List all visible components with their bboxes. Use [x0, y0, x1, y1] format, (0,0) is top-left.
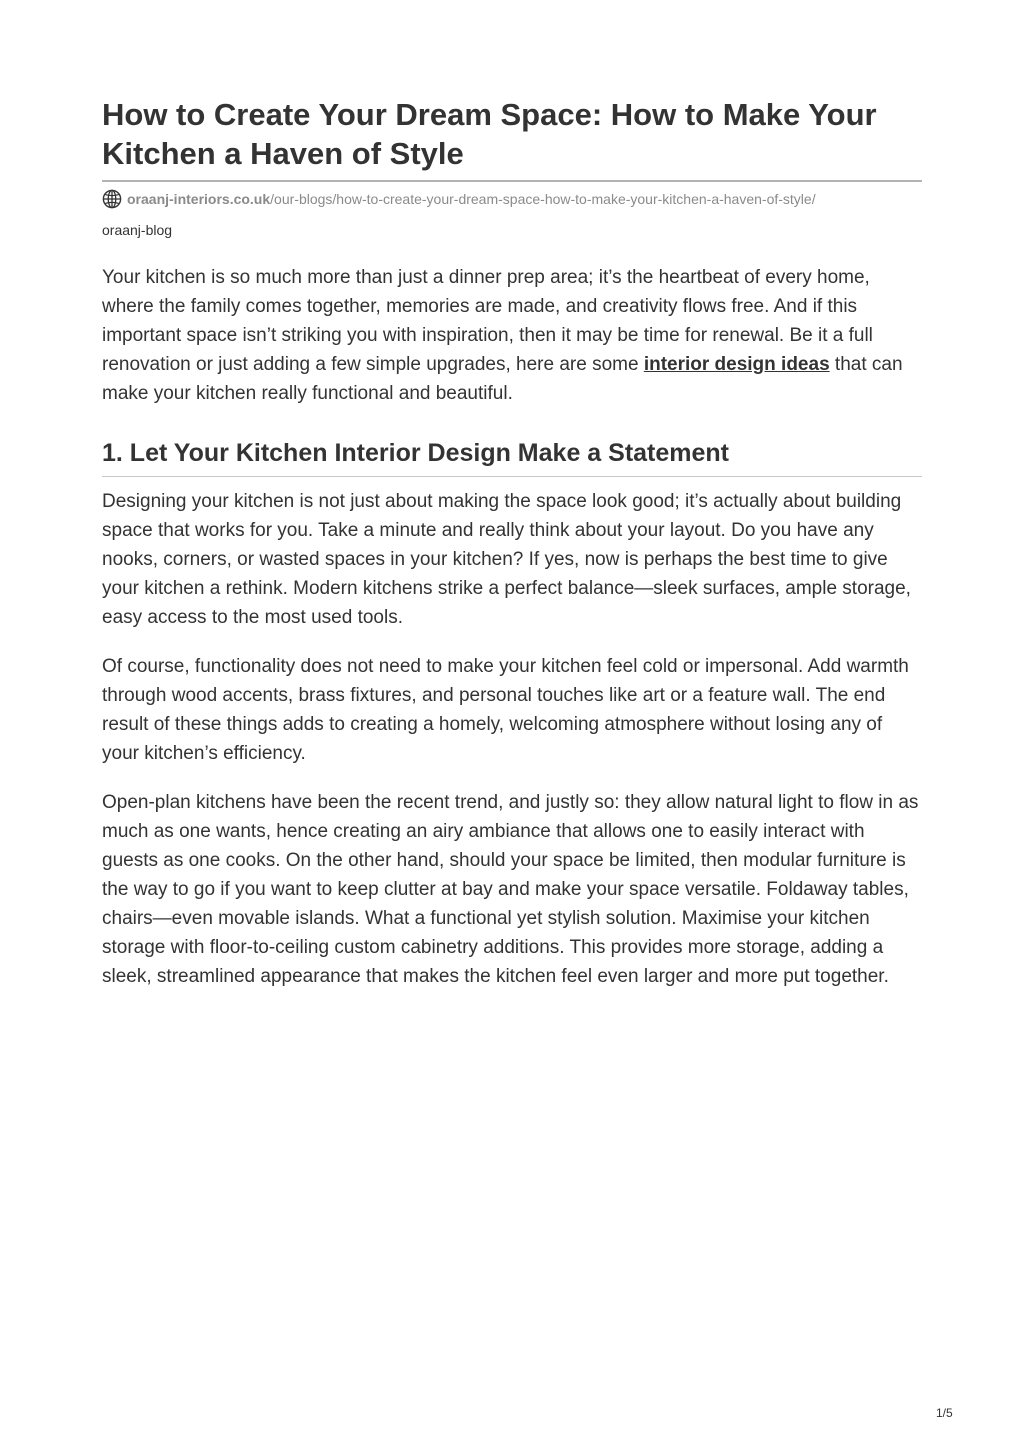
- body-paragraph: Open-plan kitchens have been the recent trend, and justly so: they allow natural light to flow in as much as one wants, hence creating an airy ambiance that allows one to easily interact with guests as one cooks. On the other hand, should your space be limited, then modular furniture is the way to go if you want to keep clutter at bay and make your space versatile. Foldaway tables, chairs—even movable islands. What a functional yet stylish solution. Maximise your kitchen storage with floor-to-ceiling custom cabinetry additions. This provides more storage, adding a sleek, streamlined appearance that makes the kitchen feel even larger and more put together.: [102, 792, 919, 987]
- body-paragraph: Designing your kitchen is not just about making the space look good; it’s actually about building space that works for you. Take a minute and really think about your layout. Do you have any nooks, corners, or wasted spaces in your kitchen? If yes, now is perhaps the best time to give your kitchen a rethink. Modern kitchens strike a perfect balance—sleek surfaces, ample storage, easy access to the most used tools.: [102, 491, 911, 628]
- intro-text-before: Your kitchen is so much more than just a dinner prep area; it’s the heartbeat of every home, where the family comes together, memories are made, and creativity flows free. And if this important space isn’t striking you with inspiration, then it may be time for renewal. Be it a full renovation or just adding a few simple upgrades, here are some: [102, 267, 873, 375]
- title-divider: [102, 180, 922, 182]
- intro-text-after: that can make your kitchen really functional and beautiful.: [102, 354, 903, 404]
- source-domain[interactable]: oraanj-interiors.co.uk: [127, 191, 271, 207]
- page-number: 1/5: [936, 1406, 953, 1420]
- interior-design-ideas-link[interactable]: interior design ideas: [643, 354, 830, 375]
- globe-icon: [102, 189, 122, 209]
- blog-tag: oraanj-blog: [102, 222, 173, 238]
- source-url[interactable]: [102, 188, 922, 210]
- section-divider: [102, 476, 922, 477]
- section-heading: 1. Let Your Kitchen Interior Design Make a Statement: [102, 439, 730, 467]
- source-path[interactable]: /our-blogs/how-to-create-your-dream-space-how-to-make-your-kitchen-a-haven-of-style/: [270, 191, 816, 207]
- page-title: How to Create Your Dream Space: How to Make Your Kitchen a Haven of Style: [102, 97, 877, 171]
- body-paragraph: Of course, functionality does not need to make your kitchen feel cold or impersonal. Add warmth through wood accents, brass fixtures, and personal touches like art or a feature wall. The end result of these things adds to creating a homely, welcoming atmosphere without losing any of your kitchen’s efficiency.: [102, 656, 909, 764]
- intro-paragraph: [102, 263, 922, 408]
